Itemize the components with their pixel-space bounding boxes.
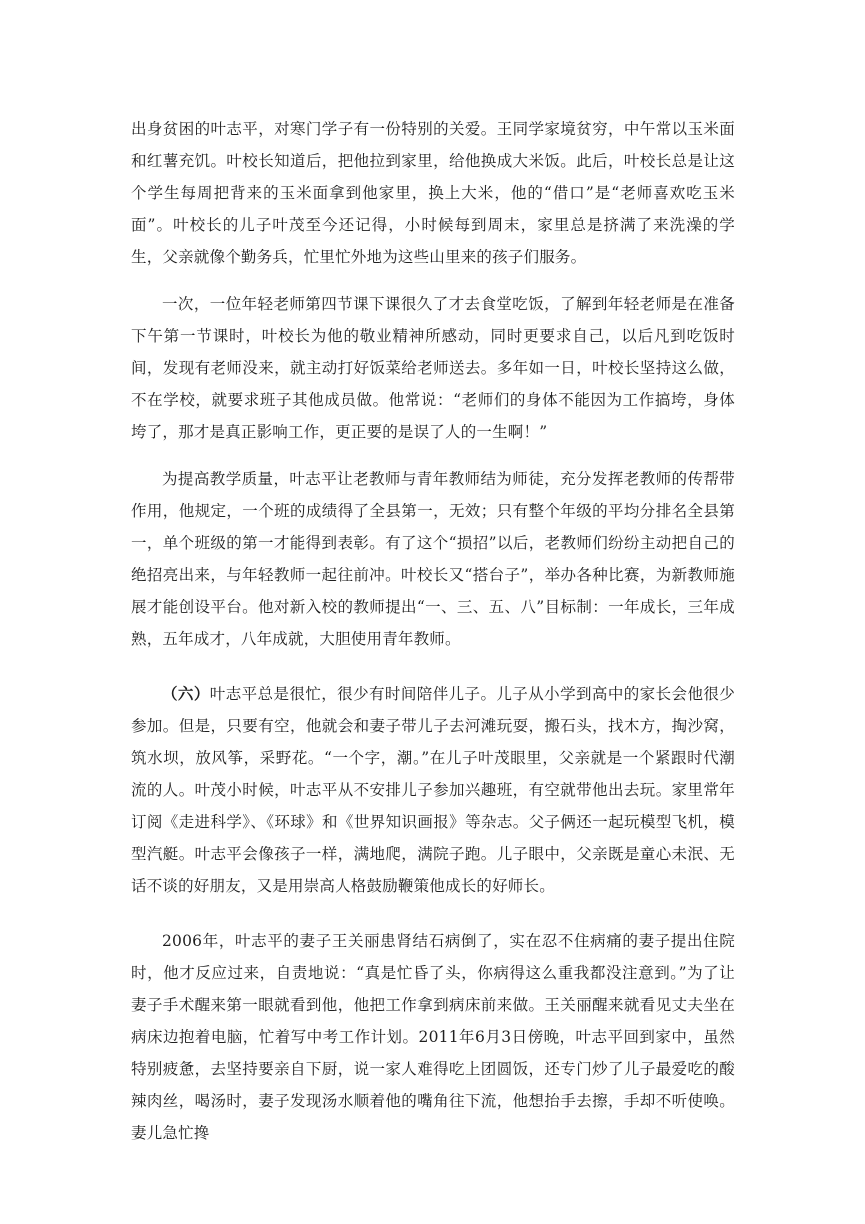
paragraph-4 — [131, 678, 735, 902]
paragraph-1-text: 出身贫困的叶志平，对寒门学子有一份特别的关爱。王同学家境贫穷，中午常以玉米面和红薯充饥。叶校长知道后，把他拉到家里，给他换成大米饭。此后，叶校长总是让这个学生每周把背来的玉米面拿到他家里，换上大米，他的“借口”是“老师喜欢吃玉米面”。叶校长的儿子叶茂至今还记得，小时候每到周末，家里总是挤满了来洗澡的学生，父亲就像个勤务兵，忙里忙外地为这些山里来的孩子们服务。 — [131, 120, 735, 266]
paragraph-5 — [131, 925, 735, 1149]
section-number: （六） — [162, 684, 210, 703]
paragraph-3 — [131, 463, 735, 655]
paragraph-5-text: 2006年，叶志平的妻子王关丽患肾结石病倒了，实在忍不住病痛的妻子提出住院时，他才反应过来，自责地说：“真是忙昏了头，你病得这么重我都没注意到。”为了让妻子手术醒来第一眼就看到他，他把工作拿到病床前来做。王关丽醒来就看见丈夫坐在病床边抱着电脑，忙着写中考工作计划。2011年6月3日傍晚，叶志平回到家中，虽然特别疲惫，去坚持要亲自下厨，说一家人难得吃上团圆饭，还专门炒了儿子最爱吃的酸辣肉丝，喝汤时，妻子发现汤水顺着他的嘴角往下流，他想抬手去擦，手却不听使唤。妻儿急忙搀 — [131, 932, 735, 1142]
paragraph-2-text: 一次，一位年轻老师第四节课下课很久了才去食堂吃饭，了解到年轻老师是在准备下午第一节课时，叶校长为他的敬业精神所感动，同时更要求自己，以后凡到吃饭时间，发现有老师没来，就主动打好饭菜给老师送去。多年如一日，叶校长坚持这么做，不在学校，就要求班子其他成员做。他常说：“老师们的身体不能因为工作搞垮，身体垮了，那才是真正影响工作，更正要的是误了人的一生啊！” — [131, 295, 735, 441]
paragraph-4-content — [131, 678, 735, 902]
paragraph-4-text: 叶志平总是很忙，很少有时间陪伴儿子。儿子从小学到高中的家长会他很少参加。但是，只要有空，他就会和妻子带儿子去河滩玩耍，搬石头，找木方，掏沙窝，筑水坝，放风筝，采野花。“一个字，潮。”在儿子叶茂眼里，父亲就是一个紧跟时代潮流的人。叶茂小时候，叶志平从不安排儿子参加兴趣班，有空就带他出去玩。家里常年订阅《走进科学》、《环球》和《世界知识画报》等杂志。父子俩还一起玩模型飞机，模型汽艇。叶志平会像孩子一样，满地爬，满院子跑。儿子眼中，父亲既是童心未泯、无话不谈的好朋友，又是用崇高人格鼓励鞭策他成长的好师长。 — [131, 685, 735, 895]
paragraph-2 — [131, 288, 735, 448]
paragraph-1 — [131, 113, 735, 273]
paragraph-3-text: 为提高教学质量，叶志平让老教师与青年教师结为师徒，充分发挥老教师的传帮带作用，他规定，一个班的成绩得了全县第一，无效；只有整个年级的平均分排名全县第一，单个班级的第一才能得到表彰。有了这个“损招”以后，老教师们纷纷主动把自己的绝招亮出来，与年轻教师一起往前冲。叶校长又“搭台子”，举办各种比赛，为新教师施展才能创设平台。他对新入校的教师提出“一、三、五、八”目标制：一年成长，三年成熟，五年成才，八年成就，大胆使用青年教师。 — [131, 470, 735, 648]
